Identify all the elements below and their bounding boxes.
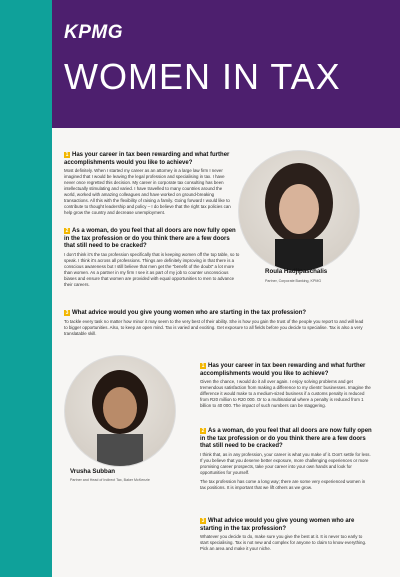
question-text: As a woman, do you feel that all doors are now fully open in the tax profession or do you think there are a few doors that still need to be cracked?: [200, 428, 372, 449]
roula-role: Partner, Corporate Banking, KPMG: [265, 279, 322, 283]
roula-portrait: [238, 150, 360, 272]
portrait-illustration: [239, 151, 359, 271]
question-heading: [64, 152, 234, 167]
vrusha-q3: [200, 518, 372, 555]
question-text: As a woman, do you feel that all doors are now fully open in the tax profession or do you think there are a few doors that still need to be cracked?: [64, 228, 236, 249]
answer-text: Given the chance, I would do it all over again. I enjoy solving problems and get tremendous satisfaction from making a difference to my clients' businesses. Imagine the difference it would make to a medium-sized business if a customs penalty is reduced from R20 million to R20 000. Or to a multinational where a penalty is reduced from 1 billion to 40 000. The impact of such numbers can be staggering.: [200, 379, 371, 408]
side-accent-strip: [0, 0, 52, 577]
question-text: Has your career in tax been rewarding and what further accomplishments would you like to achieve?: [64, 152, 230, 166]
vrusha-portrait: [64, 355, 176, 467]
answer-text: Whatever you decide to do, make sure you give the best at it. It is never too early to start specialising. Tax is not new and complex for anyone to claim to know everything. Pick an area and make it your niche.: [200, 534, 367, 551]
question-number: 1: [201, 363, 205, 369]
question-heading: [200, 428, 372, 451]
roula-q2: [64, 228, 240, 291]
page-title: WOMEN IN TAX: [64, 56, 341, 97]
roula-name: Roula Hadjipaschalis: [265, 268, 328, 275]
roula-q1: [64, 152, 234, 219]
answer-text: I don't think it's the tax profession specifically that is keeping women off the top table, so to speak. I think it's across all professions. Things are definitely improving in that there is a conscious awareness but I still believe that men get the "benefit of the doubt" a lot more than women. As a partner in my firm I see it as part of my job to counter unconscious biases and ensure that women are provided with equal opportunities to men to advance their careers.: [64, 251, 240, 287]
question-number: 1: [65, 152, 69, 158]
vrusha-name: Vrusha Subban: [70, 468, 116, 475]
question-number: 3: [65, 310, 69, 316]
question-heading: [200, 518, 372, 533]
magazine-header: [52, 0, 400, 128]
question-text: Has your career in tax been rewarding and what further accomplishments would you like to achieve?: [200, 363, 366, 377]
kpmg-logo: KPMG: [64, 22, 123, 43]
question-heading: [64, 228, 240, 251]
question-heading: [64, 310, 364, 318]
question-text: What advice would you give young women who are starting in the tax profession?: [72, 310, 307, 316]
vrusha-role: Partner and Head of Indirect Tax, Baker McKenzie: [70, 478, 150, 482]
roula-q3: [64, 310, 364, 340]
question-number: 2: [201, 428, 205, 434]
question-number: 3: [201, 518, 205, 524]
question-heading: [200, 363, 372, 378]
answer-text: I think that, as in any profession, your career is what you make of it. Don't settle for less. If you believe that you deserve better exposure, more challenging experiences or more promising career prospects, take your career into your own hands and look for opportunities for yourself.: [200, 451, 371, 475]
question-number: 2: [65, 228, 69, 234]
answer-text-continued: The tax profession has come a long way; there are some very experienced women in tax positions. It is important that we lift others as we grow.: [200, 478, 366, 490]
question-text: What advice would you give young women who are starting in the tax profession?: [200, 518, 355, 532]
answer-text: Most definitely. When I started my career as an attorney in a large law firm I never imagined that I would be leaving the legal profession and specialising in tax. I have never once regretted this decision. My career in corporate tax consulting has been intellectually stimulating and varied. I have travelled to many countries around the world, worked with amazing colleagues and have worked on ground-breaking transactions. All this with the flexibility of raising a family. Going forward I would like to contribute to thought leadership and policy – I do believe that the right tax policies can help grow the country and decrease unemployment.: [64, 168, 231, 215]
answer-text: To tackle every task no matter how minor it may seem to the very best of their ability. She is how you gain the trust of the people you report to and will lead to bigger opportunities. Also, to keep an open mind. Tax is varied and exciting. Get exposure to all fields before you decide to specialise. Tax is also a very translatable skill.: [64, 318, 364, 336]
portrait-illustration: [65, 356, 175, 466]
vrusha-q1: [200, 363, 372, 412]
vrusha-q2: [200, 428, 372, 494]
